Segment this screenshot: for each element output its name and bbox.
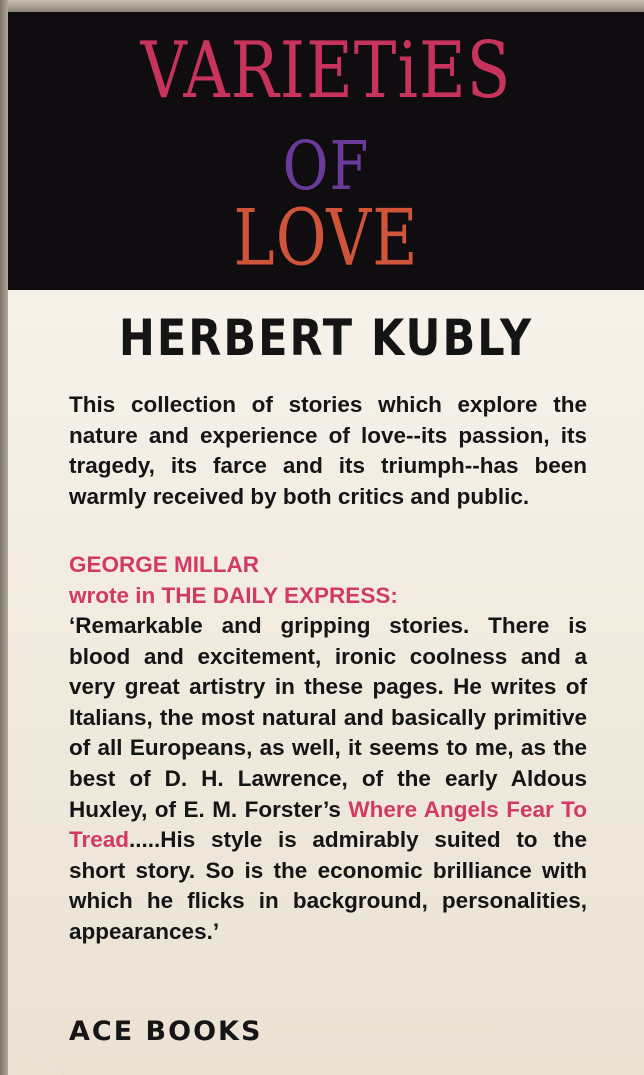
- author-name: HERBERT KUBLY: [118, 310, 534, 368]
- critic-source: wrote in THE DAILY EXPRESS:: [69, 582, 398, 608]
- cover-crease: [37, 1050, 306, 1075]
- quote-part-1: ‘Remarkable and gripping stories. There is blood and excitement, ironic coolness and a very great artistry in these pages. He writes of Italians, the most natural and basically primitive of all Europeans, as well, it seems to me, as the best of D. H. Lawrence, of the early Aldous Huxley, of E. M. Forster’s: [69, 613, 587, 822]
- book-spine-edge: [0, 0, 8, 1075]
- critic-name: GEORGE MILLAR: [69, 552, 259, 577]
- book-top-edge: [0, 0, 644, 12]
- title-line-of: OF: [282, 128, 370, 206]
- quote-book-title: Where Angels Fear To Tread: [69, 796, 587, 853]
- critic-attribution: [69, 550, 587, 611]
- text-panel: [8, 290, 644, 1075]
- title-line-love: LOVE: [233, 192, 419, 284]
- quote-part-2: .....His style is admirably suited to the short story. So is the economic brilliance with which he flicks in background, personalities, appearances.’: [69, 827, 587, 944]
- book-blurb: This collection of stories which explore the nature and experience of love--its passion, its tragedy, its farce and its triumph--has been warmly received by both critics and public.: [69, 392, 587, 509]
- publisher-name: ACE BOOKS: [69, 1016, 263, 1047]
- critic-quote: [69, 611, 587, 948]
- title-band: [8, 12, 644, 290]
- book-back-cover: [8, 12, 644, 1075]
- title-line-varieties: VARIETiES: [140, 26, 512, 117]
